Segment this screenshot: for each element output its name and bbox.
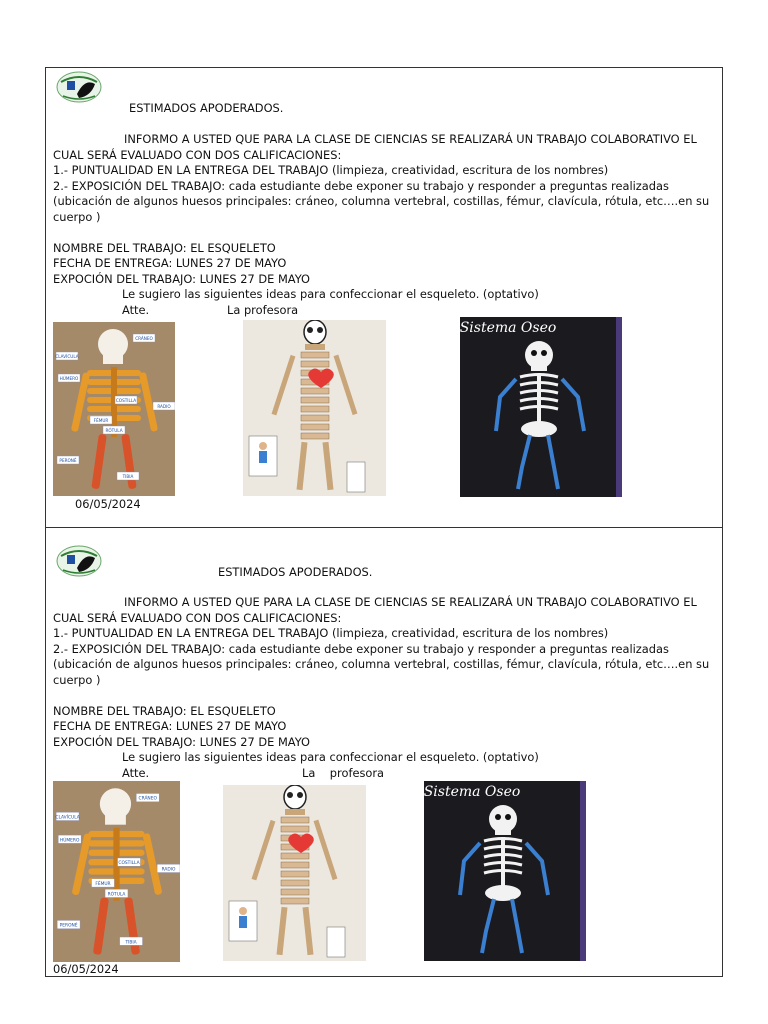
bone-label: PERONÉ (59, 458, 77, 463)
blackboard-skeleton-image (460, 317, 622, 497)
regards: Atte. (122, 302, 150, 317)
bone-label: CRÁNEO (138, 796, 157, 802)
greeting: ESTIMADOS APODERADOS. (129, 101, 284, 115)
bone-label: TIBIA (122, 474, 134, 479)
pelvis-shape (485, 885, 521, 901)
criteria-item-2: 2.- EXPOSICIÓN DEL TRABAJO: cada estudiante debe exponer su trabajo y responder a preguntas realizadas (ubicación de algunos huesos principales: cráneo, columna vertebral, costillas, fémur, clavícula, rótula, etc….en su cuerpo ) (53, 178, 710, 224)
pelvis-shape (521, 421, 557, 437)
criteria-item-1: 1.- PUNTUALIDAD EN LA ENTREGA DEL TRABAJO (limpieza, creatividad, escritura de los nombres) (53, 626, 609, 640)
bone-label: HÚMERO (59, 376, 79, 381)
rib-strip (301, 361, 329, 367)
bone-label: CRÁNEO (135, 336, 153, 341)
date: 06/05/2024 (75, 497, 141, 511)
blackboard-skeleton-image (424, 781, 586, 961)
pasta-skeleton-image (53, 781, 180, 962)
bone-label: TIBIA (125, 940, 137, 946)
bone-label: PERONÉ (59, 923, 78, 929)
rib-strip (301, 415, 329, 421)
rib-strip (301, 352, 329, 358)
blackboard-title: Sistema Oseo (424, 784, 521, 800)
rib-strip (281, 853, 309, 859)
bone-label: RADIO (157, 404, 171, 409)
cardboard-skeleton-image (243, 320, 386, 496)
notice-panel-2 (45, 527, 723, 977)
blackboard-title: Sistema Oseo (460, 320, 557, 336)
presentation-date: EXPOCIÓN DEL TRABAJO: LUNES 27 DE MAYO (53, 734, 311, 749)
school-logo (55, 544, 103, 578)
bone-label: COSTILLA (118, 861, 140, 867)
signature: La profesora (302, 765, 385, 780)
skull-shape (284, 785, 306, 809)
spine-shape (537, 373, 541, 423)
bone-label: RÓTULA (107, 892, 126, 898)
pasta-skeleton-image (53, 322, 175, 496)
rib-strip (301, 433, 329, 439)
skeleton-drawing (327, 927, 345, 957)
signature: La profesora (227, 302, 299, 317)
criteria-item-1: 1.- PUNTUALIDAD EN LA ENTREGA DEL TRABAJO (limpieza, creatividad, escritura de los nombres) (53, 163, 609, 177)
suggestion: Le sugiero las siguientes ideas para confeccionar el esqueleto. (optativo) (122, 287, 539, 301)
school-logo (55, 70, 103, 104)
rib-strip (281, 880, 309, 886)
presentation-date: EXPOCIÓN DEL TRABAJO: LUNES 27 DE MAYO (53, 271, 311, 286)
bone-label: FÉMUR (95, 882, 111, 888)
due-date: FECHA DE ENTREGA: LUNES 27 DE MAYO (53, 256, 287, 270)
skeleton-drawing (347, 462, 365, 492)
intro-line: INFORMO A USTED QUE PARA LA CLASE DE CIENCIAS SE REALIZARÁ UN TRABAJO COLABORATIVO EL (124, 595, 697, 609)
intro-line: INFORMO A USTED QUE PARA LA CLASE DE CIENCIAS SE REALIZARÁ UN TRABAJO COLABORATIVO EL (124, 132, 697, 146)
cardboard-skeleton-image (223, 785, 366, 961)
bone-label: RADIO (161, 867, 176, 873)
greeting: ESTIMADOS APODERADOS. (218, 565, 373, 579)
bone-label: HÚMERO (59, 838, 80, 844)
bone-label: COSTILLA (115, 398, 137, 403)
skull-shape (304, 320, 326, 344)
rib-strip (281, 862, 309, 868)
rib-strip (281, 889, 309, 895)
rib-strip (301, 388, 329, 394)
rib-strip (281, 826, 309, 832)
notice-panel-1 (45, 67, 723, 528)
intro-continuation: CUAL SERÁ EVALUADO CON DOS CALIFICACIONES: (53, 147, 342, 162)
suggestion: Le sugiero las siguientes ideas para confeccionar el esqueleto. (optativo) (122, 750, 539, 764)
rib-strip (281, 817, 309, 823)
rib-strip (301, 397, 329, 403)
regards: Atte. (122, 765, 150, 780)
criteria-item-2: 2.- EXPOSICIÓN DEL TRABAJO: cada estudiante debe exponer su trabajo y responder a preguntas realizadas (ubicación de algunos huesos principales: cráneo, columna vertebral, costillas, fémur, clavícula, rótula, etc….en su cuerpo ) (53, 641, 710, 687)
date: 06/05/2024 (53, 962, 119, 976)
bone-label: CLAVÍCULA (55, 354, 79, 359)
intro-continuation: CUAL SERÁ EVALUADO CON DOS CALIFICACIONES: (53, 610, 342, 625)
due-date: FECHA DE ENTREGA: LUNES 27 DE MAYO (53, 719, 287, 733)
work-name: NOMBRE DEL TRABAJO: EL ESQUELETO (53, 703, 276, 718)
work-name: NOMBRE DEL TRABAJO: EL ESQUELETO (53, 240, 276, 255)
bone-label: RÓTULA (105, 428, 123, 433)
bone-label: CLAVÍCULA (55, 815, 80, 821)
bone-label: FÉMUR (93, 418, 109, 423)
rib-strip (281, 871, 309, 877)
spine-shape (501, 837, 505, 887)
rib-strip (281, 898, 309, 904)
rib-strip (301, 424, 329, 430)
rib-strip (301, 406, 329, 412)
